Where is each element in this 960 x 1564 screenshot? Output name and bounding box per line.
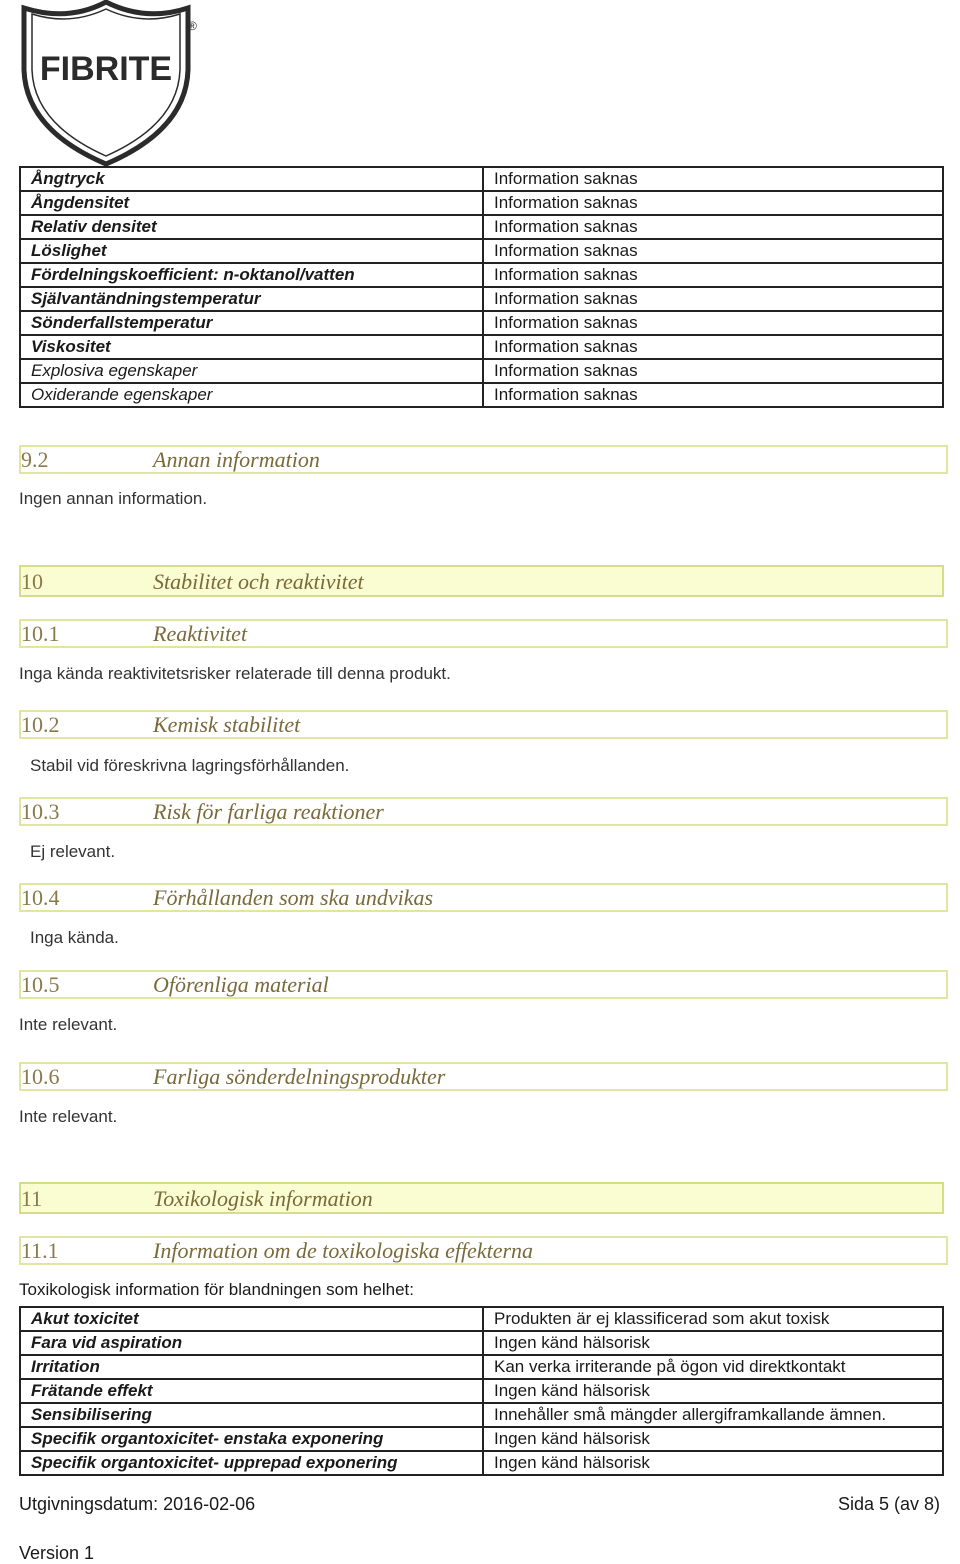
table-row <box>20 359 943 383</box>
property-value: Information saknas <box>483 287 943 311</box>
property-value: Information saknas <box>483 191 943 215</box>
section-10-3-text: Ej relevant. <box>30 842 116 861</box>
property-value: Information saknas <box>483 383 943 407</box>
table-row <box>20 311 943 335</box>
section-10-1-text: Inga kända reaktivitetsrisker relaterade till denna produkt. <box>19 664 451 683</box>
property-value: Information saknas <box>483 335 943 359</box>
property-value: Ingen känd hälsorisk <box>483 1427 943 1451</box>
property-name: Frätande effekt <box>20 1379 483 1403</box>
table-row <box>20 287 943 311</box>
section-10-header: 10 Stabilitet och reaktivitet <box>19 565 944 597</box>
section-10-5-text: Inte relevant. <box>19 1015 118 1034</box>
footer-issue-date: Utgivningsdatum: 2016-02-06 <box>19 1494 256 1514</box>
section-10-1-header: 10.1 Reaktivitet <box>19 619 948 648</box>
section-11-1-text: Toxikologisk information för blandningen som helhet: <box>19 1280 415 1299</box>
property-name: Fara vid aspiration <box>20 1331 483 1355</box>
property-value: Produkten är ej klassificerad som akut toxisk <box>483 1307 943 1331</box>
table-row <box>20 191 943 215</box>
property-name: Relativ densitet <box>20 215 483 239</box>
table-row <box>20 1451 943 1475</box>
logo-text: FIBRITE <box>39 50 173 88</box>
property-name: Fördelningskoefficient: n-oktanol/vatten <box>20 263 483 287</box>
section-10-2-header: 10.2 Kemisk stabilitet <box>19 710 948 739</box>
table-row <box>20 239 943 263</box>
section-10-6-header: 10.6 Farliga sönderdelningsprodukter <box>19 1062 948 1091</box>
table-row <box>20 1331 943 1355</box>
table-row <box>20 1355 943 1379</box>
table-row <box>20 215 943 239</box>
table-row <box>20 1427 943 1451</box>
property-value: Ingen känd hälsorisk <box>483 1379 943 1403</box>
table-row <box>20 167 943 191</box>
section-10-3-header: 10.3 Risk för farliga reaktioner <box>19 797 948 826</box>
section-10-6-text: Inte relevant. <box>19 1107 118 1126</box>
property-value: Information saknas <box>483 311 943 335</box>
property-value: Innehåller små mängder allergiframkallande ämnen. <box>483 1403 943 1427</box>
table-row <box>20 383 943 407</box>
property-name: Akut toxicitet <box>20 1307 483 1331</box>
table-row <box>20 1403 943 1427</box>
table-row <box>20 1307 943 1331</box>
footer-version: Version 1 <box>19 1543 95 1563</box>
section-11-1-header: 11.1 Information om de toxikologiska effekterna <box>19 1236 948 1265</box>
property-name: Irritation <box>20 1355 483 1379</box>
fibrite-logo <box>18 0 198 166</box>
property-name: Oxiderande egenskaper <box>20 383 483 407</box>
property-name: Specifik organtoxicitet- enstaka exponering <box>20 1427 483 1451</box>
physical-properties-table <box>19 166 944 408</box>
property-value: Information saknas <box>483 215 943 239</box>
property-name: Självantändningstemperatur <box>20 287 483 311</box>
section-10-2-text: Stabil vid föreskrivna lagringsförhållanden. <box>30 756 350 775</box>
section-10-4-text: Inga kända. <box>30 928 119 947</box>
property-name: Ångdensitet <box>20 191 483 215</box>
property-name: Viskositet <box>20 335 483 359</box>
property-value: Ingen känd hälsorisk <box>483 1451 943 1475</box>
table-row <box>20 263 943 287</box>
property-value: Information saknas <box>483 239 943 263</box>
property-name: Specifik organtoxicitet- upprepad exponering <box>20 1451 483 1475</box>
property-value: Information saknas <box>483 263 943 287</box>
section-9-2-header: 9.2 Annan information <box>19 445 948 474</box>
property-name: Sensibilisering <box>20 1403 483 1427</box>
property-value: Information saknas <box>483 167 943 191</box>
property-value: Information saknas <box>483 359 943 383</box>
section-9-2-text: Ingen annan information. <box>19 489 208 508</box>
property-value: Kan verka irriterande på ögon vid direktkontakt <box>483 1355 943 1379</box>
property-name: Ångtryck <box>20 167 483 191</box>
section-11-header: 11 Toxikologisk information <box>19 1182 944 1214</box>
svg-text:®: ® <box>188 19 197 33</box>
section-10-5-header: 10.5 Oförenliga material <box>19 970 948 999</box>
property-name: Sönderfallstemperatur <box>20 311 483 335</box>
property-name: Explosiva egenskaper <box>20 359 483 383</box>
section-10-4-header: 10.4 Förhållanden som ska undvikas <box>19 883 948 912</box>
footer-page-number: Sida 5 (av 8) <box>837 1494 940 1514</box>
table-row <box>20 335 943 359</box>
table-row <box>20 1379 943 1403</box>
property-name: Löslighet <box>20 239 483 263</box>
property-value: Ingen känd hälsorisk <box>483 1331 943 1355</box>
toxicology-table <box>19 1306 944 1476</box>
